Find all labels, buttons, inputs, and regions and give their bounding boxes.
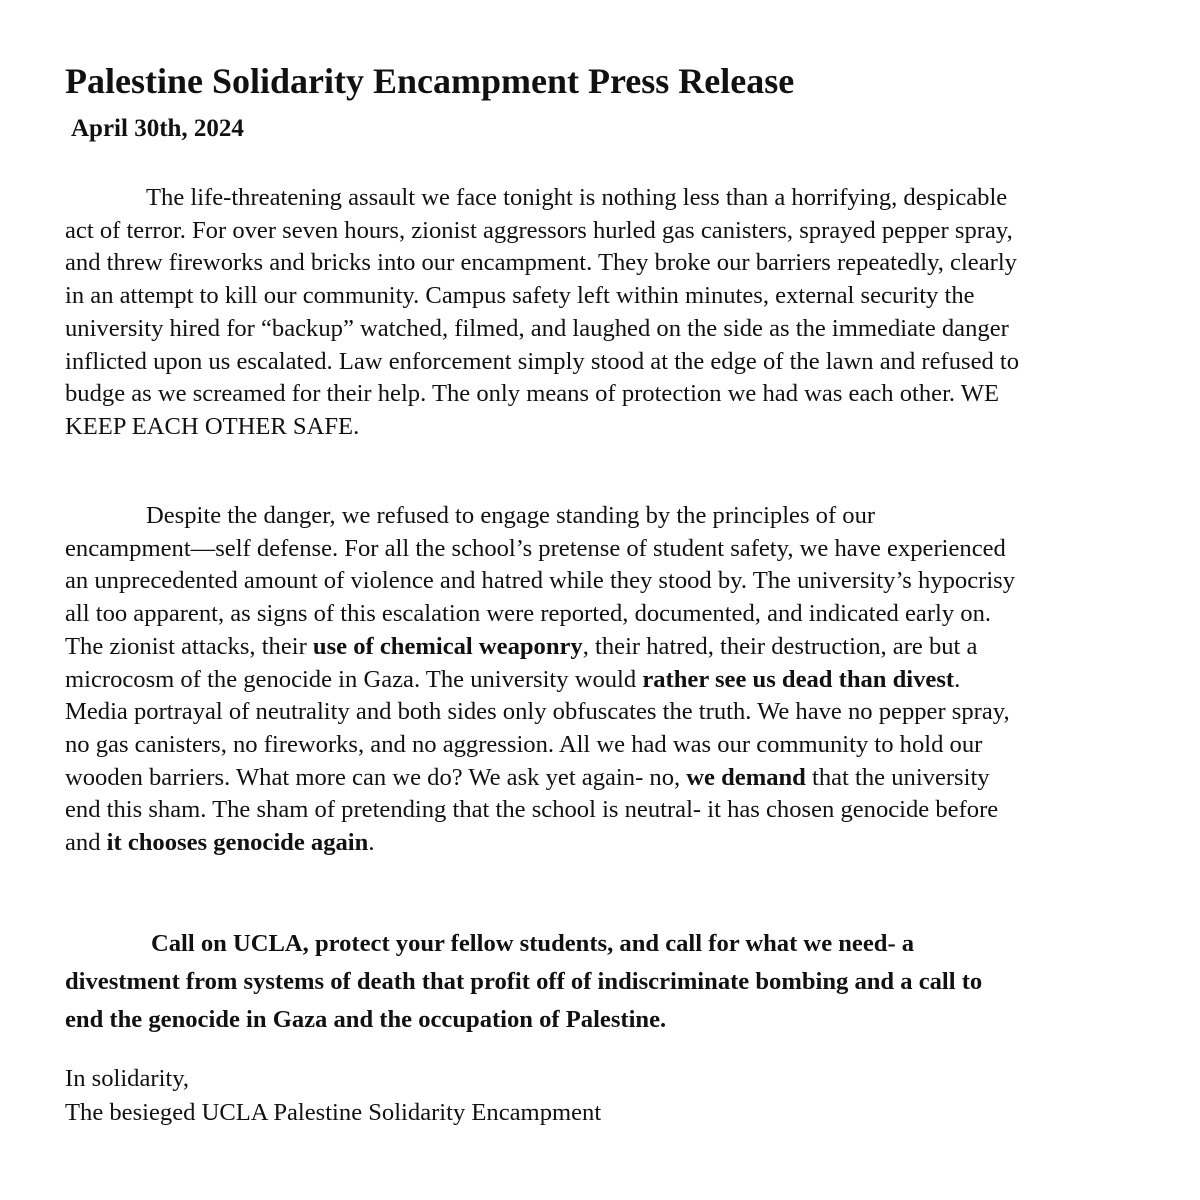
signature: The besieged UCLA Palestine Solidarity Encampment	[65, 1099, 602, 1126]
text-run: , their hatred, their destruction, are but a	[582, 632, 978, 660]
paragraph-despite-danger	[65, 500, 1135, 860]
paragraph-line: end this sham. The sham of pretending that the school is neutral- it has chosen genocide before	[65, 796, 999, 824]
document-date: April 30th, 2024	[71, 115, 244, 142]
text-run: .	[954, 665, 961, 693]
closing-signature-block	[65, 1062, 1135, 1130]
text-run: microcosm of the genocide in Gaza. The university would	[65, 665, 643, 693]
bold-phrase: we demand	[686, 763, 806, 791]
paragraph-line: Media portrayal of neutrality and both sides only obfuscates the truth. We have no pepper spray,	[65, 698, 1010, 726]
paragraph-line	[65, 827, 1135, 860]
paragraph-line: divestment from systems of death that profit off of indiscriminate bombing and a call to	[65, 968, 983, 995]
text-run: and	[65, 829, 107, 857]
text-run: that the university	[805, 763, 990, 791]
document-title: Palestine Solidarity Encampment Press Release	[65, 61, 795, 101]
paragraph-assault	[65, 182, 1135, 444]
paragraph-line: Call on UCLA, protect your fellow students, and call for what we need- a	[151, 930, 915, 957]
paragraph-line	[65, 631, 1135, 664]
text-run: .	[368, 829, 375, 857]
paragraph-line	[65, 664, 1135, 697]
paragraph-line: an unprecedented amount of violence and hatred while they stood by. The university’s hypocrisy	[65, 567, 1016, 595]
paragraph-line: budge as we screamed for their help. The only means of protection we had was each other. WE	[65, 380, 1000, 408]
bold-phrase: use of chemical weaponry	[312, 632, 583, 660]
paragraph-line: in an attempt to kill our community. Campus safety left within minutes, external security the	[65, 282, 975, 310]
paragraph-line: university hired for “backup” watched, filmed, and laughed on the side as the immediate danger	[65, 314, 1009, 342]
paragraph-line: encampment—self defense. For all the school’s pretense of student safety, we have experienced	[65, 534, 1006, 562]
paragraph-line: inflicted upon us escalated. Law enforcement simply stood at the edge of the lawn and refused to	[65, 347, 1020, 375]
paragraph-line: end the genocide in Gaza and the occupation of Palestine.	[65, 1006, 667, 1033]
paragraph-line: and threw fireworks and bricks into our encampment. They broke our barriers repeatedly, clearly	[65, 249, 1017, 277]
bold-phrase: rather see us dead than divest	[642, 665, 955, 693]
paragraph-line: no gas canisters, no fireworks, and no aggression. All we had was our community to hold our	[65, 730, 983, 758]
paragraph-line: KEEP EACH OTHER SAFE.	[65, 412, 360, 440]
paragraph-line: Despite the danger, we refused to engage standing by the principles of our	[146, 502, 876, 529]
paragraph-line: The life-threatening assault we face tonight is nothing less than a horrifying, despicable	[146, 184, 1008, 211]
salutation: In solidarity,	[65, 1065, 190, 1092]
paragraph-call-to-action	[65, 925, 1135, 1039]
bold-phrase: it chooses genocide again	[106, 829, 369, 857]
paragraph-line	[65, 762, 1135, 795]
text-run: wooden barriers. What more can we do? We ask yet again- no,	[65, 763, 687, 791]
text-run: The zionist attacks, their	[65, 632, 313, 660]
paragraph-line: all too apparent, as signs of this escalation were reported, documented, and indicated early on.	[65, 600, 992, 628]
paragraph-line: act of terror. For over seven hours, zionist aggressors hurled gas canisters, sprayed pepper spray,	[65, 216, 1013, 244]
